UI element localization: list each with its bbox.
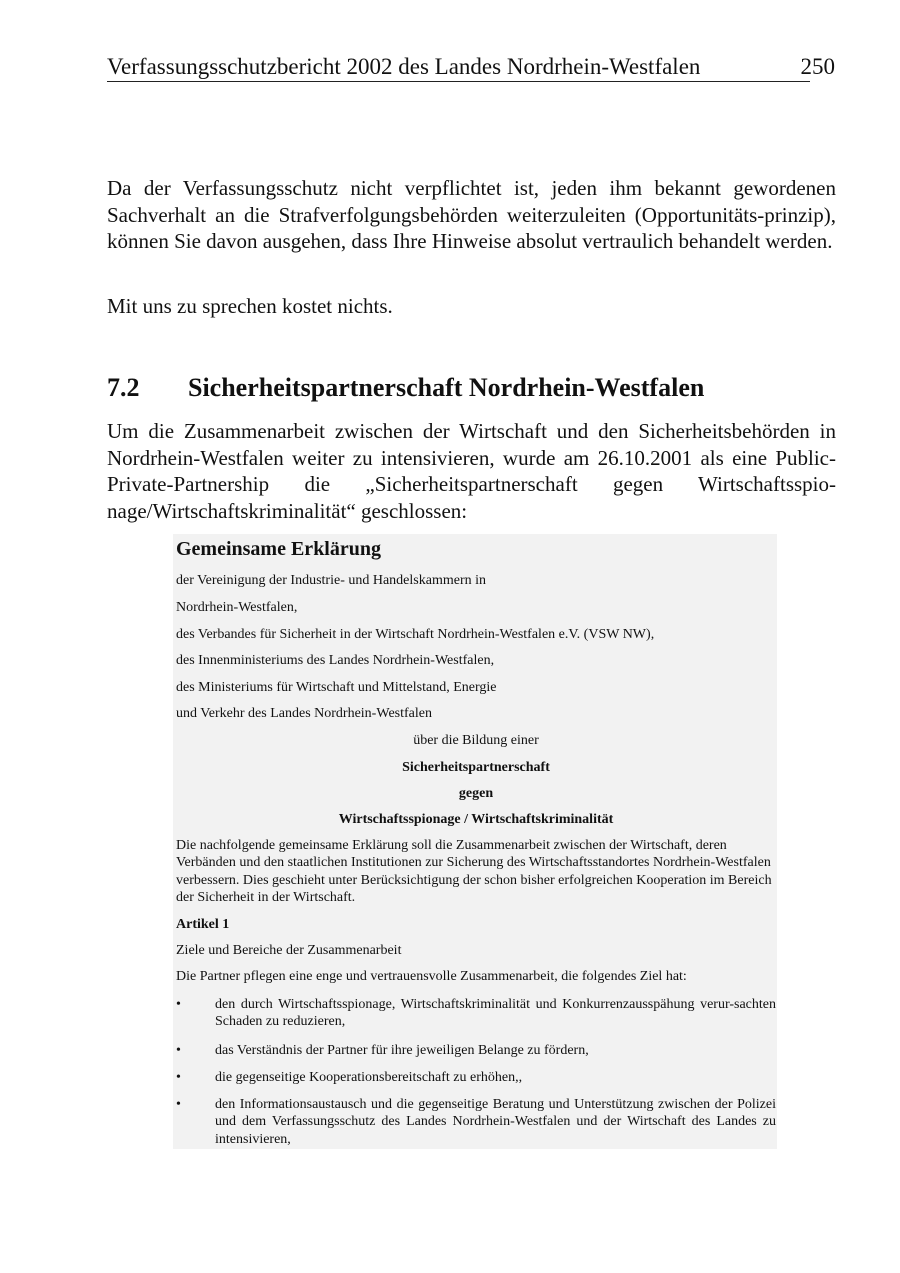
declaration-party-line: des Innenministeriums des Landes Nordrhein-Westfalen,	[176, 653, 495, 668]
header-divider	[107, 81, 810, 82]
declaration-subject-line: Wirtschaftsspionage / Wirtschaftskriminalität	[338, 812, 614, 827]
running-header	[107, 52, 835, 82]
section-number: 7.2	[107, 373, 140, 402]
article-subtitle: Ziele und Bereiche der Zusammenarbeit	[176, 943, 402, 958]
bullet-icon: •	[176, 1043, 181, 1058]
list-item-text: das Verständnis der Partner für ihre jeweiligen Belange zu fördern,	[215, 1043, 589, 1058]
declaration-party-line: und Verkehr des Landes Nordrhein-Westfalen	[176, 706, 432, 721]
declaration-party-line: Nordrhein-Westfalen,	[176, 600, 298, 615]
declaration-subject-line: Sicherheitspartnerschaft	[402, 760, 550, 775]
section-title: Sicherheitspartnerschaft Nordrhein-Westfalen	[188, 373, 705, 402]
section-paragraph: Um die Zusammenarbeit zwischen der Wirtschaft und den Sicherheitsbehörden in Nordrhein-Westfalen weiter zu intensivieren, wurde am 26.10.2001 als eine Public-Private-Partnership die „Sicherheitspartnerschaft gegen Wirtschaftsspio-nage/Wirtschaftskriminalität“ geschlossen:	[107, 419, 836, 523]
article-intro: Die Partner pflegen eine enge und vertrauensvolle Zusammenarbeit, die folgendes Ziel hat:	[176, 969, 687, 984]
list-item-text: den durch Wirtschaftsspionage, Wirtschaftskriminalität und Konkurrenzausspähung verur-sachten Schaden zu reduzieren,	[215, 997, 776, 1030]
declaration-party-line: des Ministeriums für Wirtschaft und Mittelstand, Energie	[176, 680, 497, 695]
declaration-party-line: des Verbandes für Sicherheit in der Wirtschaft Nordrhein-Westfalen e.V. (VSW NW),	[176, 627, 655, 642]
bullet-icon: •	[176, 1070, 181, 1085]
list-item-text: die gegenseitige Kooperationsbereitschaft zu erhöhen,,	[215, 1070, 523, 1085]
list-item	[176, 1042, 776, 1059]
header-title: Verfassungsschutzbericht 2002 des Landes Nordrhein-Westfalen	[107, 54, 701, 79]
declaration-subject-intro: über die Bildung einer	[413, 733, 539, 748]
bullet-icon: •	[176, 997, 181, 1012]
page-number: 250	[800, 54, 835, 79]
declaration-party-line: der Vereinigung der Industrie- und Handelskammern in	[176, 573, 486, 588]
declaration-title: Gemeinsame Erklärung	[176, 538, 381, 560]
bullet-icon: •	[176, 1097, 181, 1112]
list-item-text: den Informationsaustausch und die gegenseitige Beratung und Unterstützung zwischen der Polizei und dem Verfassungsschutz des Landes Nordrhein-Westfalen und der Wirtschaft des Landes zu intensivieren,	[215, 1097, 776, 1147]
declaration-subject-line: gegen	[458, 786, 494, 801]
section-heading	[107, 372, 704, 404]
intro-paragraph-1: Da der Verfassungsschutz nicht verpflichtet ist, jeden ihm bekannt gewordenen Sachverhalt an die Strafverfolgungsbehörden weiterzuleiten (Opportunitäts-prinzip), können Sie davon ausgehen, dass Ihre Hinweise absolut vertraulich behandelt werden.	[107, 176, 836, 253]
intro-paragraph-2: Mit uns zu sprechen kostet nichts.	[107, 294, 393, 318]
article-heading: Artikel 1	[176, 917, 230, 932]
list-item	[176, 1096, 776, 1148]
list-item	[176, 1069, 776, 1086]
declaration-preamble: Die nachfolgende gemeinsame Erklärung soll die Zusammenarbeit zwischen der Wirtschaft, deren Verbänden und den staatlichen Institutionen zur Sicherung des Wirtschaftsstandortes Nordrhein-Westfalen verbessern. Dies geschieht unter Berücksichtigung der schon bisher erfolgreichen Kooperation im Bereich der Sicherheit in der Wirtschaft.	[176, 838, 772, 905]
list-item	[176, 996, 776, 1031]
